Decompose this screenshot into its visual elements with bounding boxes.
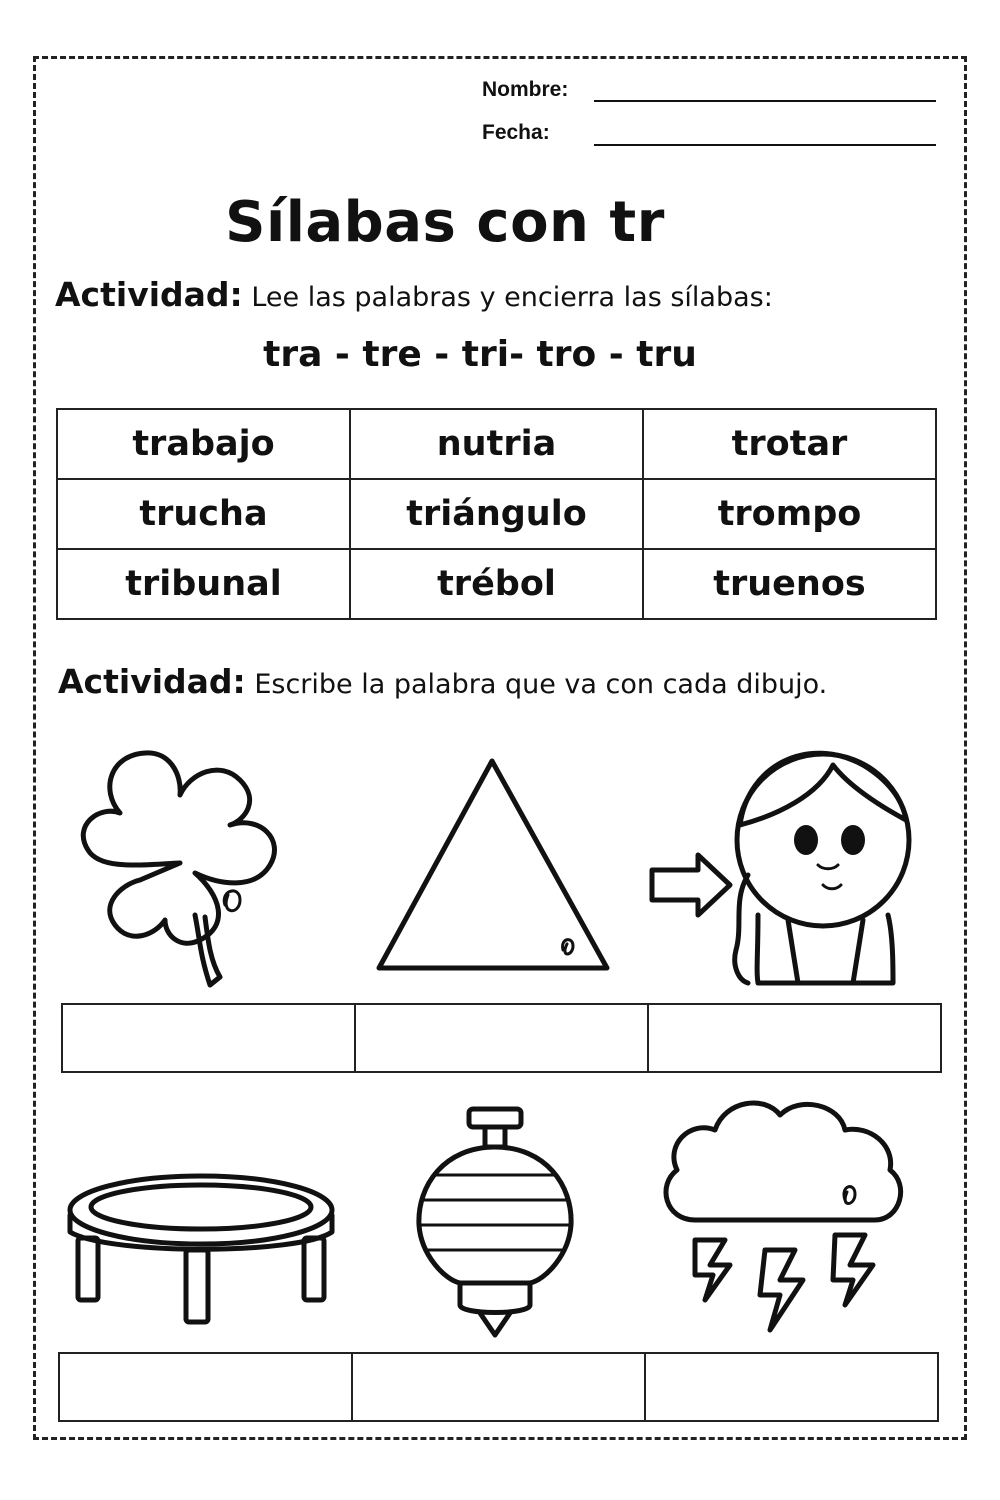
activity-2 bbox=[58, 662, 827, 701]
activity-2-instruction: Escribe la palabra que va con cada dibujo. bbox=[254, 669, 828, 700]
table-row bbox=[57, 409, 936, 479]
name-label: Nombre: bbox=[482, 78, 569, 101]
trampoline-icon bbox=[68, 1170, 338, 1330]
triangle-icon bbox=[375, 758, 610, 973]
page-title: Sílabas con tr bbox=[225, 190, 665, 255]
word-cell[interactable]: trébol bbox=[350, 549, 643, 619]
answer-box[interactable] bbox=[60, 1354, 353, 1420]
spinning-top-icon bbox=[415, 1105, 575, 1340]
girl-with-braid-icon bbox=[648, 725, 918, 990]
thunder-cloud-icon bbox=[655, 1090, 910, 1345]
answer-box[interactable] bbox=[649, 1005, 940, 1071]
syllables-list: tra - tre - tri- tro - tru bbox=[263, 334, 697, 375]
activity-2-label: Actividad: bbox=[58, 662, 246, 701]
answer-box[interactable] bbox=[353, 1354, 646, 1420]
activity-1 bbox=[55, 275, 773, 314]
answer-row-1 bbox=[61, 1003, 942, 1073]
date-line[interactable] bbox=[594, 144, 936, 146]
date-label: Fecha: bbox=[482, 121, 550, 144]
name-line[interactable] bbox=[594, 100, 936, 102]
table-row bbox=[57, 479, 936, 549]
answer-box[interactable] bbox=[356, 1005, 649, 1071]
answer-box[interactable] bbox=[646, 1354, 937, 1420]
activity-1-label: Actividad: bbox=[55, 275, 243, 314]
activity-1-instruction: Lee las palabras y encierra las sílabas: bbox=[251, 282, 773, 313]
clover-icon bbox=[70, 745, 290, 990]
answer-box[interactable] bbox=[63, 1005, 356, 1071]
words-table bbox=[56, 408, 937, 620]
word-cell[interactable]: trompo bbox=[643, 479, 936, 549]
word-cell[interactable]: triángulo bbox=[350, 479, 643, 549]
word-cell[interactable]: nutria bbox=[350, 409, 643, 479]
word-cell[interactable]: trotar bbox=[643, 409, 936, 479]
table-row bbox=[57, 549, 936, 619]
word-cell[interactable]: tribunal bbox=[57, 549, 350, 619]
word-cell[interactable]: trucha bbox=[57, 479, 350, 549]
answer-row-2 bbox=[58, 1352, 939, 1422]
word-cell[interactable]: trabajo bbox=[57, 409, 350, 479]
word-cell[interactable]: truenos bbox=[643, 549, 936, 619]
